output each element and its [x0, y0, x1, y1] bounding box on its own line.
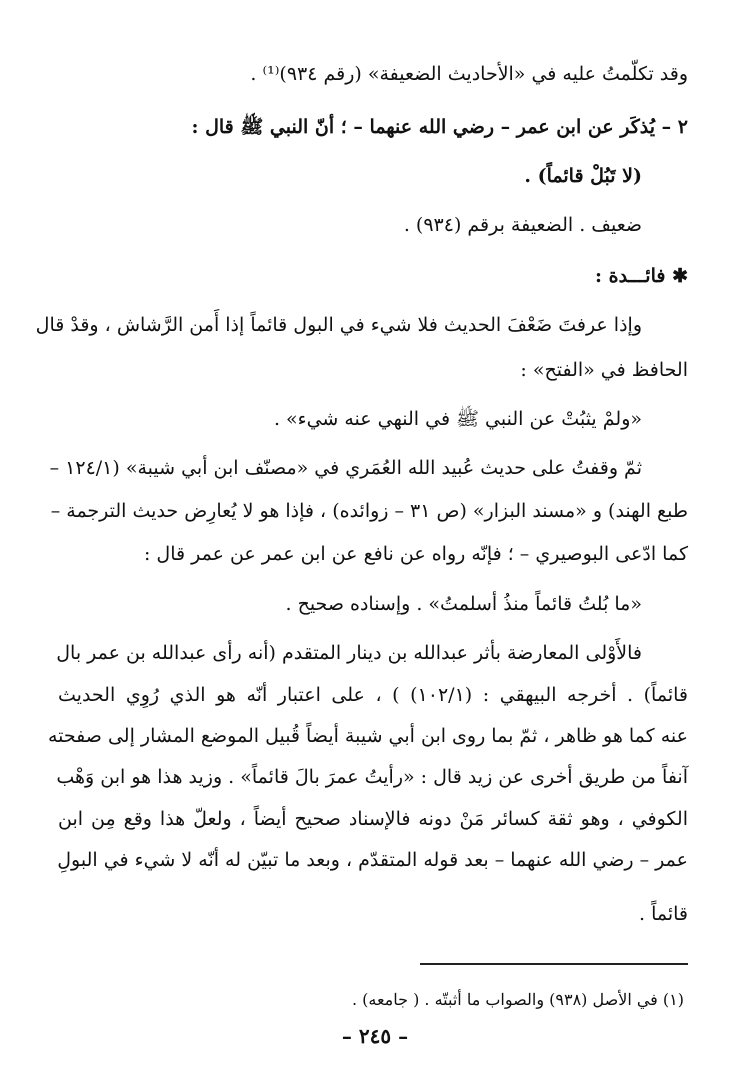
text-line-14: قائماً) . أخرجه البيهقي : (١٠٢/١) ) ، على اعتبار أنّه هو الذي رُوِي الحديث — [58, 684, 688, 706]
text-line-13: فالأَوْلى المعارضة بأثر عبدالله بن دينار المتقدم (أنه رأى عبدالله بن عمر بال — [56, 642, 642, 664]
hadith-heading: ٢ – يُذكَر عن ابن عمر – رضي الله عنهما – ؛ أنّ النبي ﷺ قال : — [191, 116, 688, 138]
quote-line-2: «ما بُلتُ قائماً منذُ أسلمتُ» . وإسناده صحيح . — [285, 593, 642, 615]
grading-line: ضعيف . الضعيفة برقم (٩٣٤) . — [403, 214, 642, 236]
text-line-11: كما ادّعى البوصيري – ؛ فإنّه رواه عن نافع عن ابن عمر عن عمر قال : — [143, 543, 688, 565]
quote-line-1: «ولمْ يثبُتْ عن النبي ﷺ في النهي عنه شيء» . — [273, 408, 642, 430]
text-line-19: قائماً . — [638, 903, 688, 925]
text-line-7: الحافظ في «الفتح» : — [520, 359, 688, 381]
text-line-17: الكوفي ، وهو ثقة كسائر مَنْ دونه فالإسناد صحيح أيضاً ، ولعلّ هذا وقع مِن ابن — [58, 808, 688, 830]
benefit-heading — [58, 262, 688, 290]
footnote: (١) في الأصل (٩٣٨) والصواب ما أثبتّه . ( جامعه) . — [351, 990, 684, 1009]
footnote-divider — [420, 963, 688, 965]
page-number: – ٢٤٥ – — [341, 1024, 409, 1048]
hadith-text: (لا تَبُلْ قائماً) . — [524, 165, 642, 187]
text-line-6: وإذا عرفتَ ضَعْفَ الحديث فلا شيء في البول قائماً إذا أَمن الرَّشاش ، وقدْ قال — [35, 314, 642, 336]
text-line-1: وقد تكلّمتُ عليه في «الأحاديث الضعيفة» (رقم ٩٣٤)⁽¹⁾ . — [250, 63, 688, 85]
text-line-18: عمر – رضي الله عنهما – بعد قوله المتقدّم ، وبعد ما تبيّن له أنّه لا شيء في البولِ — [57, 849, 688, 871]
text-line-15: عنه كما هو ظاهر ، ثمّ بما روى ابن أبي شيبة أيضاً قُبيل الموضع المشار إلى صفحته — [48, 725, 688, 747]
asterisk-icon: ✱ — [672, 265, 688, 287]
benefit-heading-label: فائـــدة : — [595, 265, 666, 287]
text-line-9: ثمّ وقفتُ على حديث عُبيد الله العُمَري في «مصنّف ابن أبي شيبة» (١٢٤/١ – — [49, 457, 642, 479]
text-line-10: طبع الهند) و «مسند البزار» (ص ٣١ – زوائده) ، فإذا هو لا يُعارِض حديث الترجمة – — [50, 500, 688, 522]
text-line-16: آنفاً من طريق أخرى عن زيد قال : «رأيتُ عمرَ بالَ قائماً» . وزيد هذا هو ابن وَهْب — [56, 766, 688, 788]
